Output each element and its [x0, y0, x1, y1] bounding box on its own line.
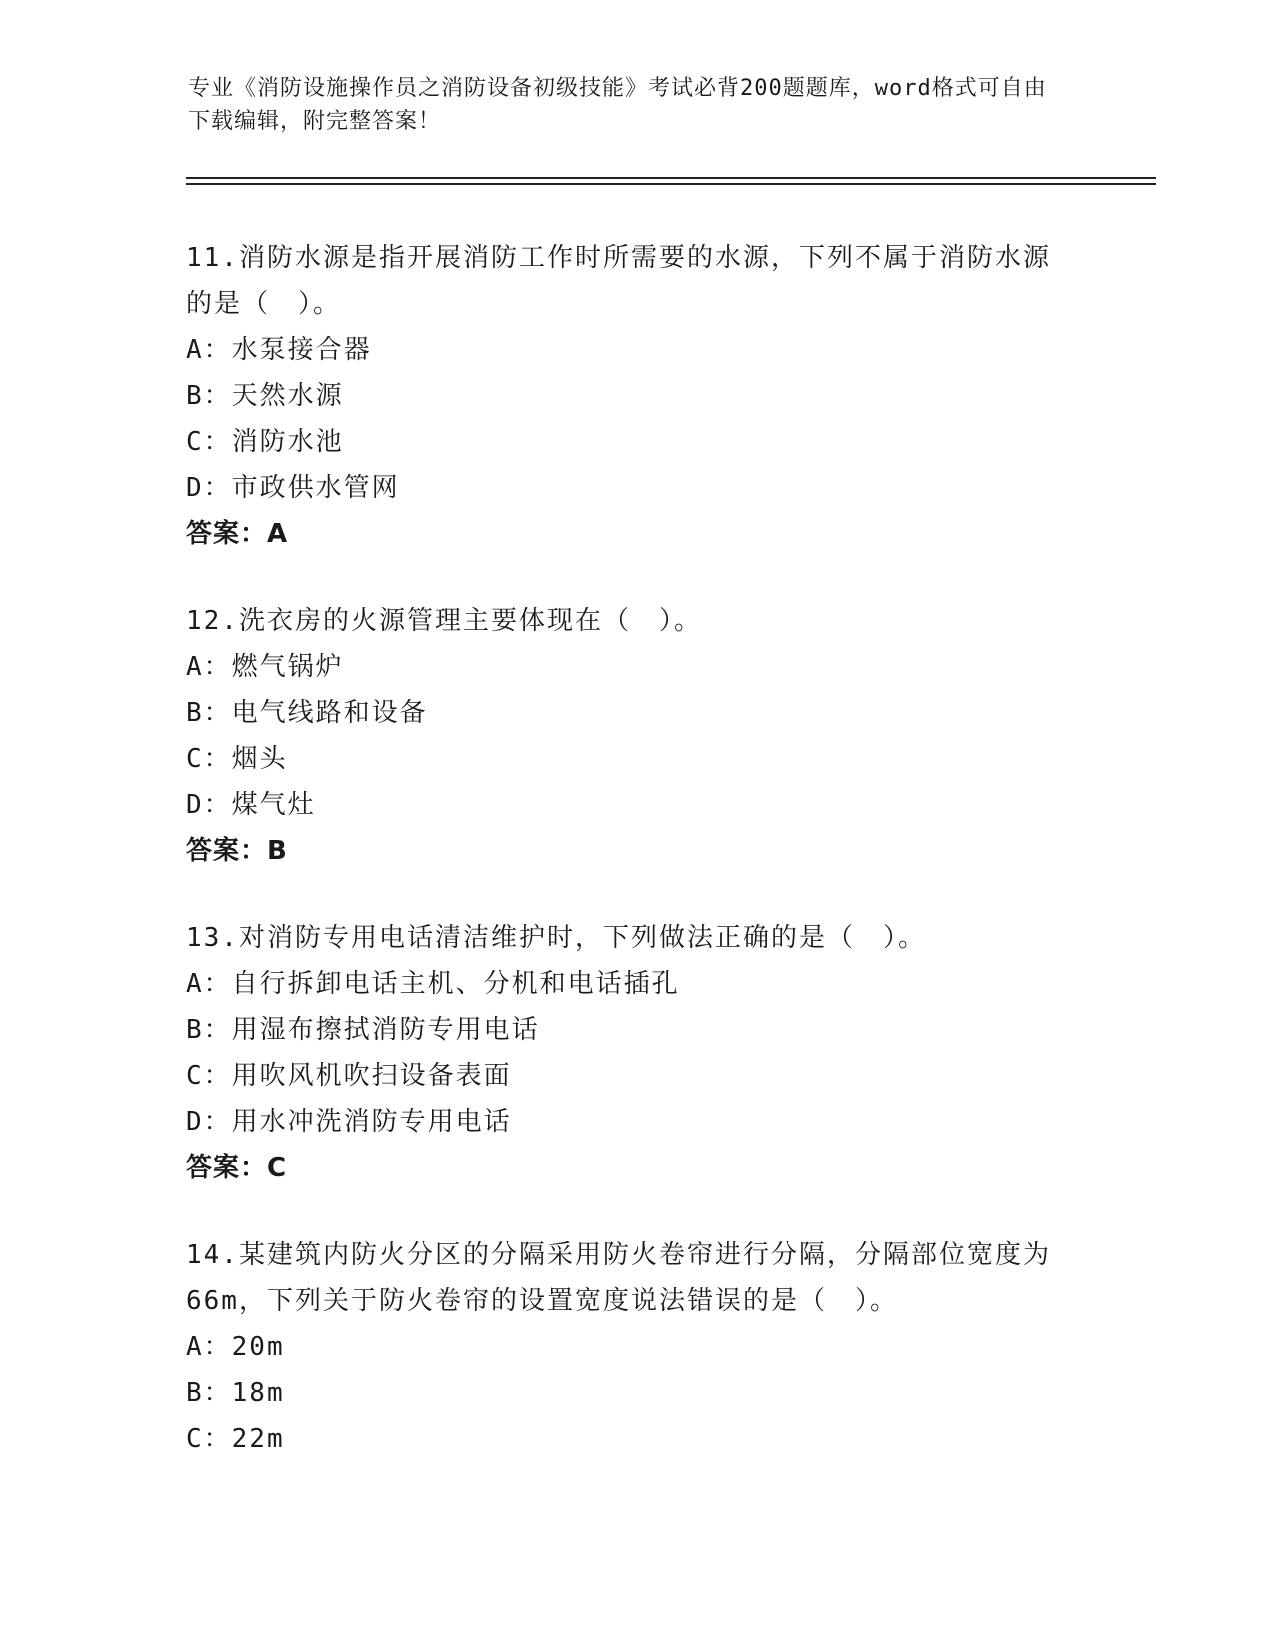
- question-stem: 11.消防水源是指开展消防工作时所需要的水源，下列不属于消防水源的是（ ）。: [186, 243, 1051, 319]
- option-c: C：22m: [186, 1424, 285, 1454]
- document-header: 专业《消防设施操作员之消防设备初级技能》考试必背200题题库，word格式可自由下载编辑，附完整答案！: [188, 76, 1047, 134]
- option-d: D：用水冲洗消防专用电话: [186, 1107, 512, 1137]
- option-d: D：煤气灶: [186, 790, 316, 820]
- question-14: [186, 1232, 1076, 1462]
- question-stem: 12.洗衣房的火源管理主要体现在（ ）。: [186, 606, 702, 636]
- header-divider-bottom: [186, 183, 1156, 185]
- answer-label: 答案：A: [186, 519, 289, 549]
- question-13: [186, 915, 1076, 1191]
- header-divider-top: [186, 177, 1156, 179]
- question-stem: 14.某建筑内防火分区的分隔采用防火卷帘进行分隔，分隔部位宽度为66m，下列关于防火卷帘的设置宽度说法错误的是（ ）。: [186, 1240, 1051, 1316]
- option-c: C：烟头: [186, 744, 288, 774]
- option-b: B：电气线路和设备: [186, 698, 428, 728]
- option-c: C：消防水池: [186, 427, 344, 457]
- option-d: D：市政供水管网: [186, 473, 400, 503]
- option-a: A：20m: [186, 1332, 285, 1362]
- question-stem: 13.对消防专用电话清洁维护时，下列做法正确的是（ ）。: [186, 923, 926, 953]
- option-b: B：用湿布擦拭消防专用电话: [186, 1015, 540, 1045]
- question-11: [186, 235, 1076, 557]
- answer-label: 答案：B: [186, 836, 288, 866]
- option-a: A：自行拆卸电话主机、分机和电话插孔: [186, 969, 680, 999]
- answer-label: 答案：C: [186, 1153, 288, 1183]
- option-b: B：18m: [186, 1378, 285, 1408]
- question-list: [186, 235, 1076, 1503]
- option-a: A：燃气锅炉: [186, 652, 344, 682]
- question-12: [186, 598, 1076, 874]
- option-a: A：水泵接合器: [186, 335, 372, 365]
- option-b: B：天然水源: [186, 381, 344, 411]
- option-c: C：用吹风机吹扫设备表面: [186, 1061, 512, 1091]
